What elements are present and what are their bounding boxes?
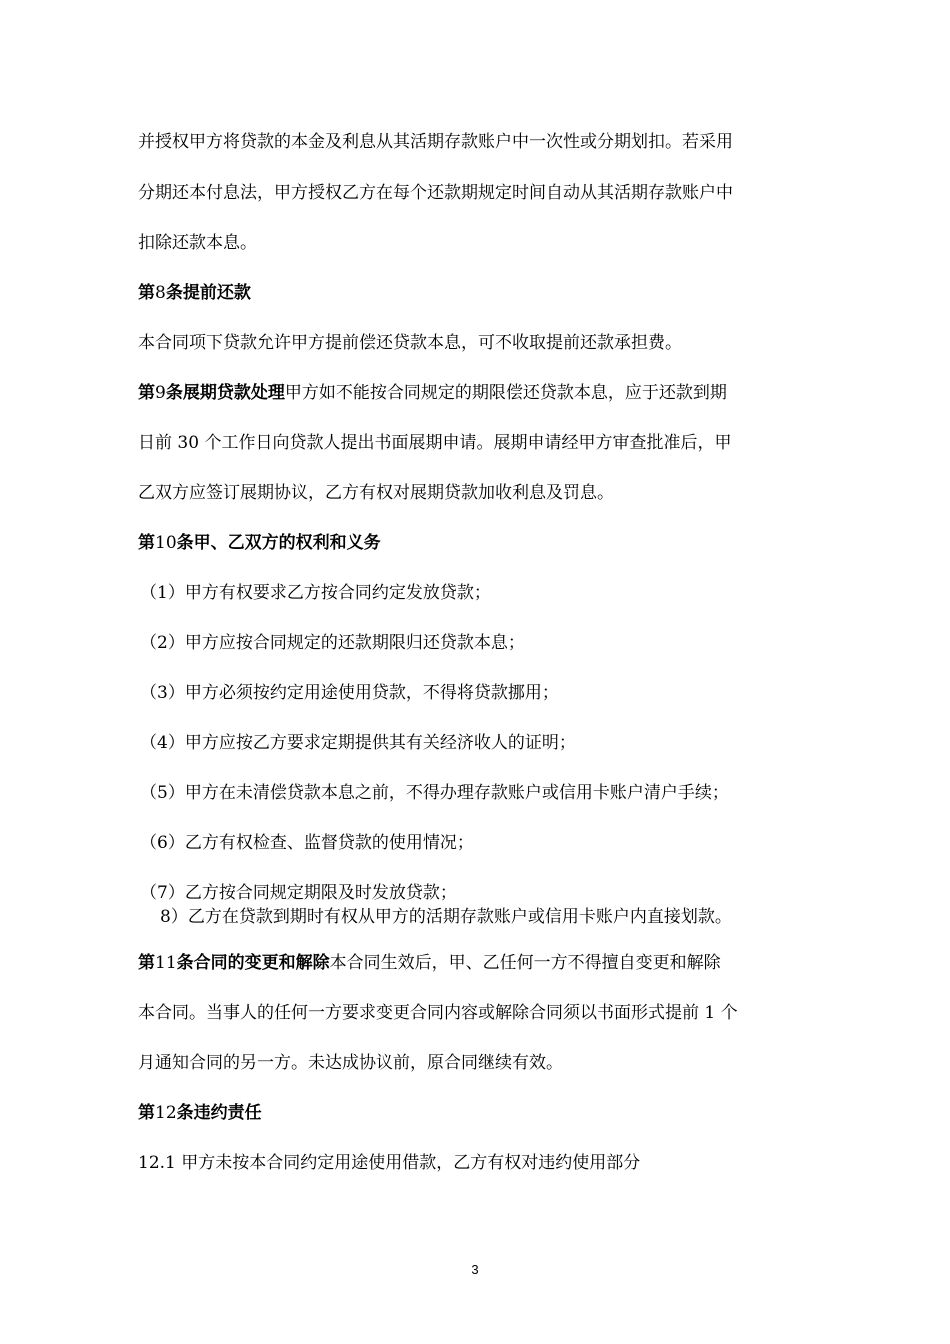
article-prefix: 第 <box>138 533 155 553</box>
article-12-heading <box>138 1102 818 1124</box>
paragraph-line: 分期还本付息法，甲方授权乙方在每个还款期规定时间自动从其活期存款账户中 <box>138 183 733 203</box>
list-item: （1）甲方有权要求乙方按合同约定发放贷款； <box>140 583 491 603</box>
list-item: 8）乙方在贷款到期时有权从甲方的活期存款账户或信用卡账户内直接划款。 <box>160 907 732 927</box>
article-11-line-1 <box>138 952 818 974</box>
paragraph-line: 并授权甲方将贷款的本金及利息从其活期存款账户中一次性或分期划扣。若采用 <box>138 132 733 152</box>
list-item: （2）甲方应按合同规定的还款期限归还贷款本息； <box>140 633 525 653</box>
article-prefix: 第 <box>138 383 155 403</box>
article-title: 条甲、乙双方的权利和义务 <box>176 533 381 553</box>
list-item: （3）甲方必须按约定用途使用贷款，不得将贷款挪用； <box>140 683 559 703</box>
list-item: （5）甲方在未清偿贷款本息之前，不得办理存款账户或信用卡账户清户手续； <box>140 783 729 803</box>
clause-12-1: 12.1 甲方未按本合同约定用途使用借款，乙方有权对违约使用部分 <box>138 1153 641 1173</box>
article-number: 12 <box>155 1103 177 1123</box>
list-item: （7）乙方按合同规定期限及时发放贷款； <box>140 883 457 903</box>
article-body: 本合同生效后，甲、乙任何一方不得擅自变更和解除 <box>329 953 721 973</box>
paragraph-line: 月通知合同的另一方。未达成协议前，原合同继续有效。 <box>138 1053 563 1073</box>
article-number: 9 <box>155 383 166 403</box>
article-8-heading <box>138 282 818 304</box>
article-8-body: 本合同项下贷款允许甲方提前偿还贷款本息，可不收取提前还款承担费。 <box>138 333 682 353</box>
paragraph-line: 扣除还款本息。 <box>138 233 257 253</box>
article-title: 条提前还款 <box>165 283 251 303</box>
article-number: 11 <box>155 953 177 973</box>
article-title: 条违约责任 <box>176 1103 262 1123</box>
list-item: （6）乙方有权检查、监督贷款的使用情况； <box>140 833 474 853</box>
article-title: 条合同的变更和解除 <box>176 953 330 973</box>
article-9-line-1 <box>138 382 818 404</box>
paragraph-line: 本合同。当事人的任何一方要求变更合同内容或解除合同须以书面形式提前 1 个 <box>138 1003 738 1023</box>
article-prefix: 第 <box>138 1103 155 1123</box>
article-prefix: 第 <box>138 953 155 973</box>
article-10-heading <box>138 532 818 554</box>
paragraph-line: 日前 30 个工作日向贷款人提出书面展期申请。展期申请经甲方审查批准后，甲 <box>138 433 732 453</box>
paragraph-line: 乙双方应签订展期协议，乙方有权对展期贷款加收利息及罚息。 <box>138 483 614 503</box>
article-title: 条展期贷款处理 <box>165 383 285 403</box>
article-number: 8 <box>155 283 166 303</box>
article-prefix: 第 <box>138 283 155 303</box>
article-number: 10 <box>155 533 177 553</box>
list-item: （4）甲方应按乙方要求定期提供其有关经济收人的证明； <box>140 733 576 753</box>
page-number: 3 <box>471 1262 479 1277</box>
article-body: 甲方如不能按合同规定的期限偿还贷款本息，应于还款到期 <box>284 383 727 403</box>
